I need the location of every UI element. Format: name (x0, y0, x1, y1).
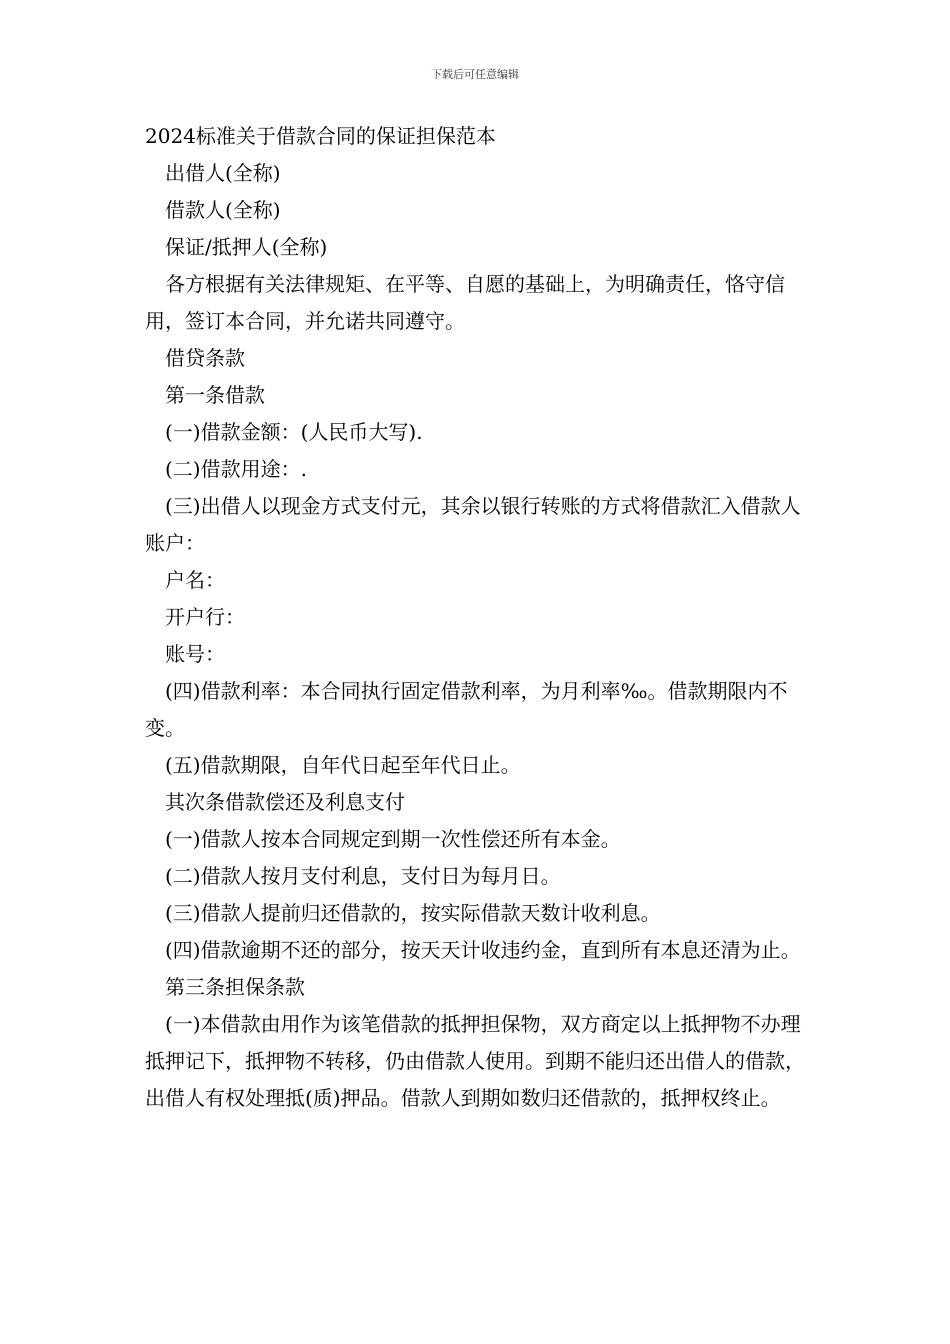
bank-line: 开户行： (165, 605, 245, 629)
lender-line: 出借人(全称) (165, 161, 281, 185)
section-heading-loan-terms: 借贷条款 (165, 346, 245, 370)
preamble-paragraph: 各方根据有关法律规矩、在平等、自愿的基础上，为明确责任，恪守信用，签订本合同，并允诺共同遵守。 (145, 272, 785, 333)
article-heading-1: 第一条借款 (165, 383, 265, 407)
document-title: 2024标准关于借款合同的保证担保范本 (145, 124, 496, 148)
clause-loan-term: (五)借款期限，自年代日起至年代日止。 (165, 753, 521, 777)
clause-payment-method: (三)出借人以现金方式支付元，其余以银行转账的方式将借款汇入借款人账户： (145, 494, 801, 555)
document-body (145, 118, 807, 1117)
clause-principal-repayment: (一)借款人按本合同规定到期一次性偿还所有本金。 (165, 827, 621, 851)
borrower-line: 借款人(全称) (165, 198, 281, 222)
clause-early-repayment: (三)借款人提前归还借款的，按实际借款天数计收利息。 (165, 901, 661, 925)
guarantor-line: 保证/抵押人(全称) (165, 235, 328, 259)
clause-overdue-penalty: (四)借款逾期不还的部分，按天天计收违约金，直到所有本息还清为止。 (165, 938, 801, 962)
clause-collateral: (一)本借款由用作为该笔借款的抵押担保物，双方商定以上抵押物不办理抵押记下，抵押物不转移，仍由借款人使用。到期不能归还出借人的借款，出借人有权处理抵(质)押品。借款人到期如数归还借款的，抵押权终止。 (145, 1012, 805, 1110)
page-header: 下载后可任意编辑 (431, 68, 519, 81)
account-name-line: 户名： (165, 568, 225, 592)
clause-loan-purpose: (二)借款用途：. (165, 457, 307, 481)
account-number-line: 账号： (165, 642, 225, 666)
clause-monthly-interest: (二)借款人按月支付利息，支付日为每月日。 (165, 864, 561, 888)
article-heading-2: 其次条借款偿还及利息支付 (165, 790, 405, 814)
article-heading-3: 第三条担保条款 (165, 975, 305, 999)
clause-loan-amount: (一)借款金额：(人民币大写). (165, 420, 423, 444)
clause-interest-rate: (四)借款利率：本合同执行固定借款利率，为月利率‰。借款期限内不变。 (145, 679, 788, 740)
